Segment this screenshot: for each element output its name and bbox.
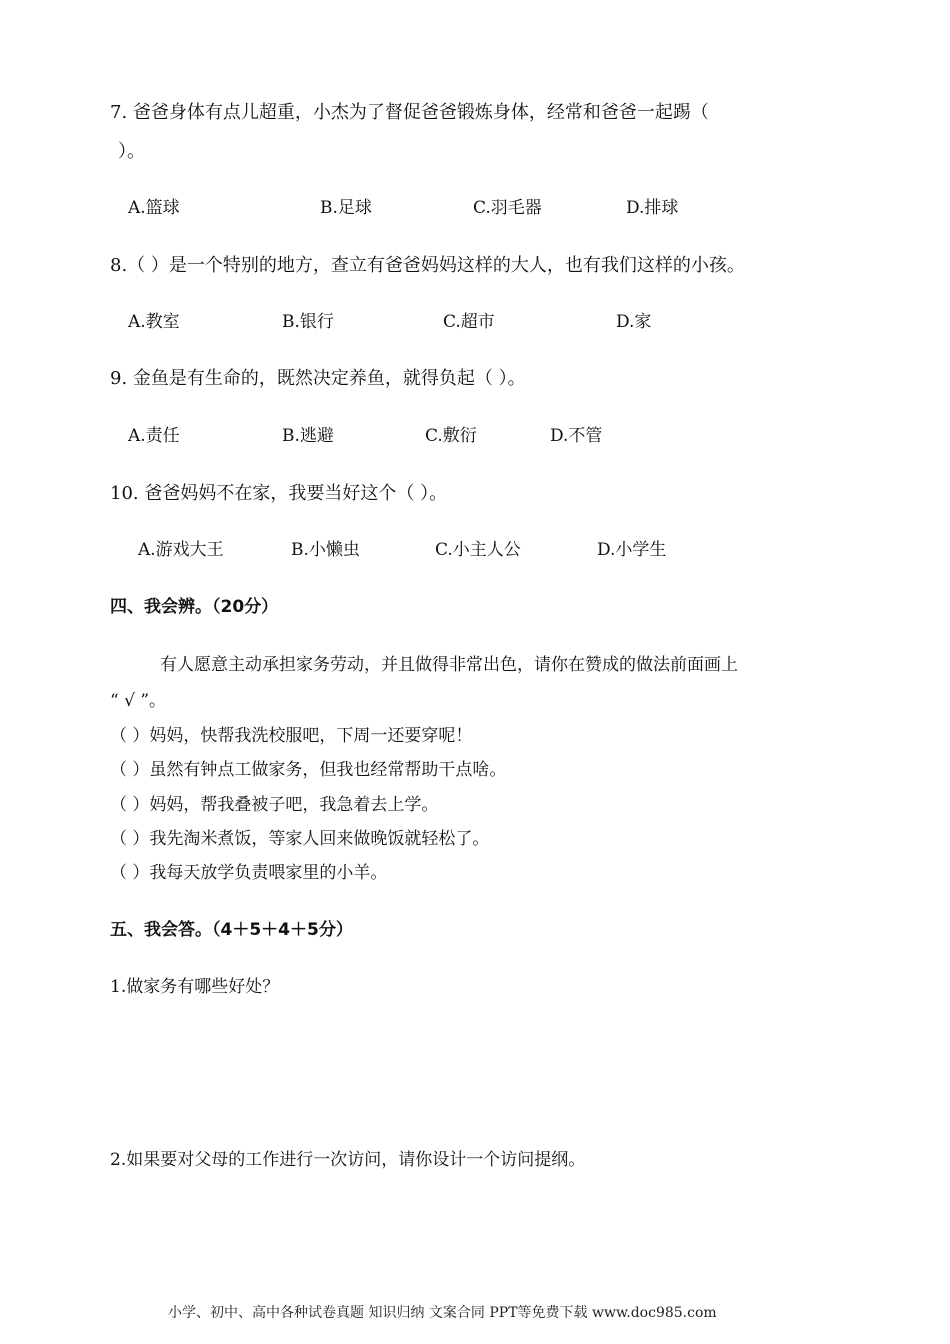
q8-option-a: A.教室 (128, 312, 180, 332)
section-4-heading: 四、我会辨。（20分） (110, 597, 279, 617)
question-8: 8.（ ）是一个特别的地方，查立有爸爸妈妈这样的大人，也有我们这样的小孩。 (110, 255, 745, 276)
q7-option-c: C.羽毛器 (473, 198, 542, 218)
judgement-item: （ ）虽然有钟点工做家务，但我也经常帮助干点啥。 (110, 760, 507, 780)
question-7-line2: ）。 (118, 141, 145, 162)
q9-option-b: B.逃避 (282, 426, 334, 446)
q10-option-c: C.小主人公 (435, 540, 521, 560)
answer-question-1: 1.做家务有哪些好处？ (110, 977, 280, 997)
question-10: 10. 爸爸妈妈不在家，我要当好这个（ ）。 (110, 483, 448, 504)
question-7-line1: 7. 爸爸身体有点儿超重，小杰为了督促爸爸锻炼身体，经常和爸爸一起踢（ (110, 102, 709, 123)
answer-question-2: 2.如果要对父母的工作进行一次访问，请你设计一个访问提纲。 (110, 1150, 586, 1170)
section-4-intro-line1: 有人愿意主动承担家务劳动，并且做得非常出色，请你在赞成的做法前面画上 (160, 655, 738, 675)
q8-option-c: C.超市 (443, 312, 495, 332)
q8-option-b: B.银行 (282, 312, 334, 332)
section-4-intro-line2: “ √ ”。 (110, 691, 167, 711)
page-footer: 小学、初中、高中各种试卷真题 知识归纳 文案合同 PPT等免费下载 www.doc985.com (168, 1305, 717, 1321)
q9-option-d: D.不管 (550, 426, 603, 446)
judgement-item: （ ）我每天放学负责喂家里的小羊。 (110, 863, 388, 883)
judgement-item: （ ）妈妈，帮我叠被子吧，我急着去上学。 (110, 795, 439, 815)
q8-option-d: D.家 (616, 312, 652, 332)
q10-option-a: A.游戏大王 (138, 540, 224, 560)
q9-option-c: C.敷衍 (425, 426, 477, 446)
q10-option-b: B.小懒虫 (291, 540, 360, 560)
q9-option-a: A.责任 (128, 426, 180, 446)
section-5-heading: 五、我会答。（4＋5＋4＋5分） (110, 920, 353, 940)
q7-option-a: A.篮球 (128, 198, 180, 218)
q7-option-b: B.足球 (320, 198, 372, 218)
judgement-item: （ ）妈妈，快帮我洗校服吧，下周一还要穿呢！ (110, 726, 473, 746)
q10-option-d: D.小学生 (597, 540, 667, 560)
question-9: 9. 金鱼是有生命的，既然决定养鱼，就得负起（ ）。 (110, 368, 526, 389)
judgement-item: （ ）我先淘米煮饭，等家人回来做晚饭就轻松了。 (110, 829, 490, 849)
q7-option-d: D.排球 (626, 198, 679, 218)
